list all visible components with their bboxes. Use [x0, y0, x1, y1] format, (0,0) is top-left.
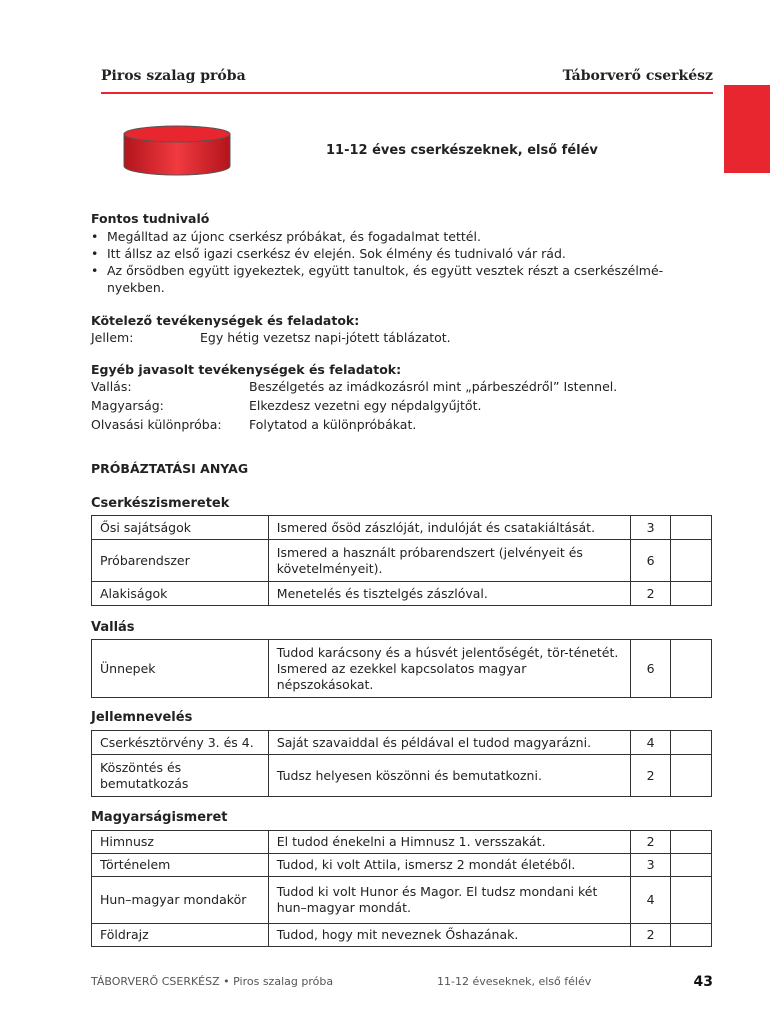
task-cell: Menetelés és tisztelgés zászlóval.: [268, 582, 630, 606]
table-vallas: [91, 639, 712, 698]
topic-cell: Ünnepek: [92, 640, 269, 698]
topic-cell: Cserkésztörvény 3. és 4.: [92, 731, 269, 755]
table-row: [92, 516, 712, 540]
task-cell: Tudod ki volt Hunor és Magor. El tudsz mondani két hun–magyar mondát.: [268, 877, 630, 924]
red-side-tab: [724, 85, 770, 173]
bullet-icon: •: [91, 263, 99, 278]
task-cell: Tudod, ki volt Attila, ismersz 2 mondát életéből.: [268, 854, 630, 877]
check-cell[interactable]: [671, 516, 712, 540]
task-cell: Tudod, hogy mit neveznek Őshazának.: [268, 924, 630, 947]
footer-middle: 11-12 éveseknek, első félév: [437, 975, 592, 988]
topic-cell: Alakiságok: [92, 582, 269, 606]
table-row: [92, 831, 712, 854]
points-cell: 6: [631, 640, 671, 698]
points-cell: 2: [631, 924, 671, 947]
bullet-icon: •: [91, 246, 99, 261]
table-row: [92, 640, 712, 698]
points-cell: 3: [631, 516, 671, 540]
egyeb-title: Egyéb javasolt tevékenységek és feladatok:: [91, 362, 402, 377]
points-cell: 3: [631, 854, 671, 877]
table-row: [92, 924, 712, 947]
topic-cell: Történelem: [92, 854, 269, 877]
check-cell[interactable]: [671, 582, 712, 606]
kotelezo-title: Kötelező tevékenységek és feladatok:: [91, 313, 360, 328]
egyeb-label: Vallás:: [91, 379, 132, 394]
topic-cell: Ősi sajátságok: [92, 516, 269, 540]
page-number: 43: [693, 974, 713, 990]
task-cell: Saját szavaiddal és példával el tudod magyarázni.: [268, 731, 630, 755]
check-cell[interactable]: [671, 755, 712, 797]
fontos-item: • Megálltad az újonc cserkész próbákat, és fogadalmat tettél.: [91, 229, 481, 244]
points-cell: 4: [631, 731, 671, 755]
page-subtitle: 11-12 éves cserkészeknek, első félév: [326, 143, 598, 158]
page-header: [101, 68, 713, 94]
topic-cell: Himnusz: [92, 831, 269, 854]
table-title-jellemneveles: Jellemnevelés: [91, 710, 193, 725]
check-cell[interactable]: [671, 831, 712, 854]
check-cell[interactable]: [671, 924, 712, 947]
task-cell: Tudsz helyesen köszönni és bemutatkozni.: [268, 755, 630, 797]
table-row: [92, 854, 712, 877]
red-ribbon-icon: [121, 124, 233, 178]
check-cell[interactable]: [671, 540, 712, 582]
points-cell: 2: [631, 582, 671, 606]
table-magyarsagismeret: [91, 830, 712, 947]
table-jellemneveles: [91, 730, 712, 797]
topic-cell: Hun–magyar mondakör: [92, 877, 269, 924]
egyeb-text: Folytatod a különpróbákat.: [249, 417, 417, 432]
probaztatasi-title: PRÓBÁZTATÁSI ANYAG: [91, 461, 249, 476]
header-left-title: Piros szalag próba: [101, 68, 246, 84]
table-row: [92, 582, 712, 606]
footer-left: TÁBORVERŐ CSERKÉSZ • Piros szalag próba: [91, 975, 334, 988]
fontos-item: • Itt állsz az első igazi cserkész év elején. Sok élmény és tudnivaló vár rád.: [91, 246, 566, 261]
check-cell[interactable]: [671, 731, 712, 755]
fontos-item: • Az őrsödben együtt igyekeztek, együtt tanultok, és együtt vesztek részt a cserkészélmé-nyekben.: [91, 263, 664, 295]
egyeb-text: Beszélgetés az imádkozásról mint „párbeszédről” Istennel.: [249, 379, 618, 394]
table-row: [92, 540, 712, 582]
points-cell: 2: [631, 831, 671, 854]
task-cell: Tudod karácsony és a húsvét jelentőségét, tör-ténetét. Ismered az ezekkel kapcsolatos magyar népszokásokat.: [268, 640, 630, 698]
kotelezo-label: Jellem:: [91, 330, 134, 345]
table-cserkeszismeretek: [91, 515, 712, 606]
topic-cell: Köszöntés és bemutatkozás: [92, 755, 269, 797]
task-cell: Ismered ősöd zászlóját, indulóját és csatakiáltását.: [268, 516, 630, 540]
table-title-cserkeszismeretek: Cserkészismeretek: [91, 496, 230, 511]
fontos-title: Fontos tudnivaló: [91, 211, 210, 226]
check-cell[interactable]: [671, 854, 712, 877]
task-cell: Ismered a használt próbarendszert (jelvényeit és követelményeit).: [268, 540, 630, 582]
egyeb-label: Magyarság:: [91, 398, 164, 413]
table-row: [92, 731, 712, 755]
header-right-title: Táborverő cserkész: [562, 68, 713, 84]
egyeb-text: Elkezdesz vezetni egy népdalgyűjtőt.: [249, 398, 482, 413]
points-cell: 2: [631, 755, 671, 797]
egyeb-label: Olvasási különpróba:: [91, 417, 222, 432]
table-row: [92, 755, 712, 797]
topic-cell: Földrajz: [92, 924, 269, 947]
kotelezo-text: Egy hétig vezetsz napi-jótett táblázatot.: [200, 330, 451, 345]
points-cell: 6: [631, 540, 671, 582]
bullet-icon: •: [91, 229, 99, 244]
check-cell[interactable]: [671, 877, 712, 924]
table-title-magyarsagismeret: Magyarságismeret: [91, 810, 228, 825]
table-title-vallas: Vallás: [91, 620, 135, 635]
points-cell: 4: [631, 877, 671, 924]
check-cell[interactable]: [671, 640, 712, 698]
table-row: [92, 877, 712, 924]
task-cell: El tudod énekelni a Himnusz 1. versszakát.: [268, 831, 630, 854]
topic-cell: Próbarendszer: [92, 540, 269, 582]
